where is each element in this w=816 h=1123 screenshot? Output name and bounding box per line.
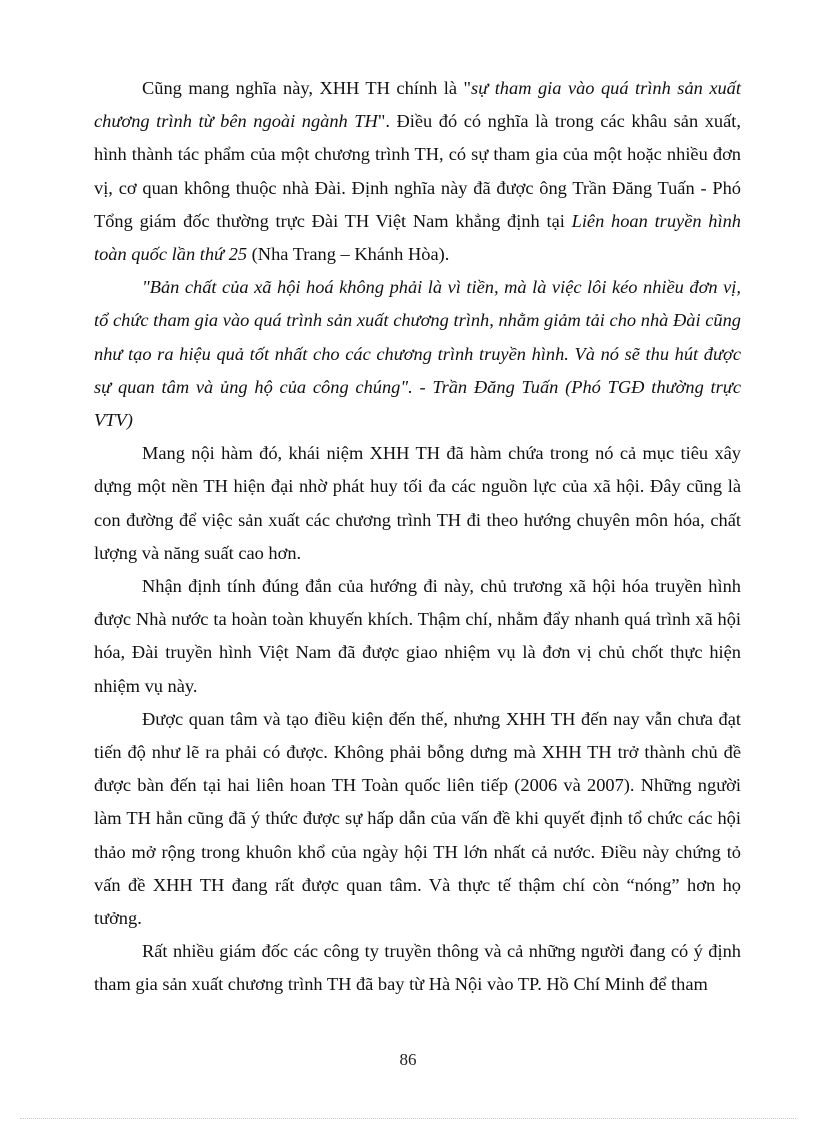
text-run: ". Điều đó có nghĩa là trong các khâu sản xuất, hình thành tác phẩm của một chương trình TH, có sự tham gia của một hoặc nhiều đơn vị, cơ quan không thuộc nhà Đài. Định nghĩa này đã được ông Trần Đăng Tuấn - Phó Tổng giám đốc thường trực Đài TH Việt Nam khẳng định tại (94, 111, 741, 231)
quote-text: "Bản chất của xã hội hoá không phải là vì tiền, mà là việc lôi kéo nhiều đơn vị, tổ chức tham gia vào quá trình sản xuất chương trình, nhằm giảm tải cho nhà Đài cũng như tạo ra hiệu quả tốt nhất cho các chương trình truyền hình. Và nó sẽ thu hút được sự quan tâm và ủng hộ của công chúng". - Trần Đăng Tuấn (Phó TGĐ thường trực VTV) (94, 277, 741, 431)
text-run: Được quan tâm và tạo điều kiện đến thế, nhưng XHH TH đến nay vẫn chưa đạt tiến độ như lẽ ra phải có được. Không phải bỗng dưng mà XHH TH trở thành chủ đề được bàn đến tại hai liên hoan TH Toàn quốc liên tiếp (2006 và 2007). Những người làm TH hẳn cũng đã ý thức được sự hấp dẫn của vấn đề khi quyết định tổ chức các hội thảo mở rộng trong khuôn khổ của ngày hội TH lớn nhất cả nước. Điều này chứng tỏ vấn đề XHH TH đang rất được quan tâm. Và thực tế thậm chí còn “nóng” hơn họ tưởng. (94, 708, 741, 929)
body-text (94, 72, 741, 1002)
text-run: Cũng mang nghĩa này, XHH TH chính là " (142, 78, 472, 98)
paragraph (94, 703, 741, 935)
paragraph (94, 437, 741, 570)
page-bottom-rule (20, 1118, 796, 1119)
italic-quote: sự tham gia vào quá trình sản xuất chương trình từ bên ngoài ngành TH (94, 78, 741, 132)
text-run: Rất nhiều giám đốc các công ty truyền thông và cả những người đang có ý định tham gia sản xuất chương trình TH đã bay từ Hà Nội vào TP. Hồ Chí Minh để tham (94, 941, 741, 995)
page-number: 86 (399, 1050, 417, 1069)
text-run: (Nha Trang – Khánh Hòa). (247, 244, 450, 265)
quote-paragraph (94, 271, 741, 437)
text-run: Nhận định tính đúng đắn của hướng đi này, chủ trương xã hội hóa truyền hình được Nhà nước ta hoàn toàn khuyến khích. Thậm chí, nhằm đẩy nhanh quá trình xã hội hóa, Đài truyền hình Việt Nam đã được giao nhiệm vụ là đơn vị chủ chốt thực hiện nhiệm vụ này. (94, 576, 741, 696)
text-run: Mang nội hàm đó, khái niệm XHH TH đã hàm chứa trong nó cả mục tiêu xây dựng một nền TH hiện đại nhờ phát huy tối đa các nguồn lực của xã hội. Đây cũng là con đường để việc sản xuất các chương trình TH đi theo hướng chuyên môn hóa, chất lượng và năng suất cao hơn. (94, 443, 741, 563)
paragraph (94, 570, 741, 703)
paragraph (94, 935, 741, 1001)
paragraph (94, 72, 741, 271)
italic-event-name: Liên hoan truyền hình toàn quốc lần thứ 25 (94, 210, 741, 265)
